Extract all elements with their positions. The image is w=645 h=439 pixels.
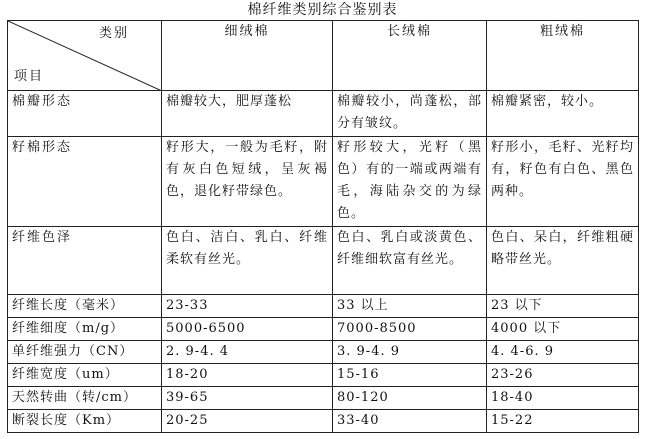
- identification-table: [7, 20, 639, 433]
- table-cell: 5000-6500: [162, 318, 333, 341]
- table-cell: 棉瓣紧密，较小。: [487, 91, 639, 137]
- row-label: 棉瓣形态: [8, 91, 162, 137]
- table-row: [8, 364, 639, 387]
- table-cell: 棉瓣较小，尚蓬松，部分有皱纹。: [333, 91, 487, 137]
- table-cell: 23 以下: [487, 295, 639, 318]
- table-cell: 33 以上: [333, 295, 487, 318]
- table-cell: 18-20: [162, 364, 333, 387]
- table-cell: 33-40: [333, 410, 487, 433]
- table-cell: 色白、乳白或淡黄色、纤维细软富有丝光。: [333, 227, 487, 295]
- table-cell: 籽形小，毛籽、光籽均有，籽色有白色、黑色两种。: [487, 137, 639, 227]
- row-label: 天然转曲（转/cm）: [8, 387, 162, 410]
- table-row: [8, 318, 639, 341]
- table-row: [8, 410, 639, 433]
- table-row: [8, 387, 639, 410]
- table-cell: 3. 9-4. 9: [333, 341, 487, 364]
- table-row: [8, 295, 639, 318]
- table-cell: 7000-8500: [333, 318, 487, 341]
- header-category-label: 类别: [98, 26, 129, 41]
- table-cell: 15-16: [333, 364, 487, 387]
- table-cell: 籽形大，一般为毛籽，附有灰白色短绒，呈灰褐色，退化籽带绿色。: [162, 137, 333, 227]
- table-row: [8, 137, 639, 227]
- row-label: 单纤维强力（CN）: [8, 341, 162, 364]
- table-cell: 23-33: [162, 295, 333, 318]
- column-header-fine-cotton: 细绒棉: [162, 21, 333, 91]
- table-cell: 4. 4-6. 9: [487, 341, 639, 364]
- table-cell: 籽形较大，光籽（黑色）有的一端或两端有毛，海陆杂交的为绿色。: [333, 137, 487, 227]
- table-cell: 15-22: [487, 410, 639, 433]
- row-label: 籽棉形态: [8, 137, 162, 227]
- column-header-long-staple-cotton: 长绒棉: [333, 21, 487, 91]
- table-cell: 色白、呆白，纤维粗硬略带丝光。: [487, 227, 639, 295]
- table-title: 棉纤维类别综合鉴别表: [247, 2, 398, 18]
- table-cell: 23-26: [487, 364, 639, 387]
- row-label: 纤维长度（毫米）: [8, 295, 162, 318]
- table-cell: 2. 9-4. 4: [162, 341, 333, 364]
- table-row: [8, 91, 639, 137]
- row-label: 纤维色泽: [8, 227, 162, 295]
- table-cell: 80-120: [333, 387, 487, 410]
- table-row: [8, 227, 639, 295]
- table-cell: 39-65: [162, 387, 333, 410]
- table-row: [8, 341, 639, 364]
- table-cell: 色白、洁白、乳白、纤维柔软有丝光。: [162, 227, 333, 295]
- table-cell: 棉瓣较大，肥厚蓬松: [162, 91, 333, 137]
- table-cell: 4000 以下: [487, 318, 639, 341]
- diagonal-header-cell: [8, 21, 162, 91]
- header-item-label: 项目: [14, 69, 45, 84]
- table-cell: 18-40: [487, 387, 639, 410]
- table-cell: 20-25: [162, 410, 333, 433]
- row-label: 纤维宽度（um）: [8, 364, 162, 387]
- header-row: [8, 21, 639, 91]
- row-label: 断裂长度（Km）: [8, 410, 162, 433]
- row-label: 纤维细度（m/g）: [8, 318, 162, 341]
- column-header-coarse-cotton: 粗绒棉: [487, 21, 639, 91]
